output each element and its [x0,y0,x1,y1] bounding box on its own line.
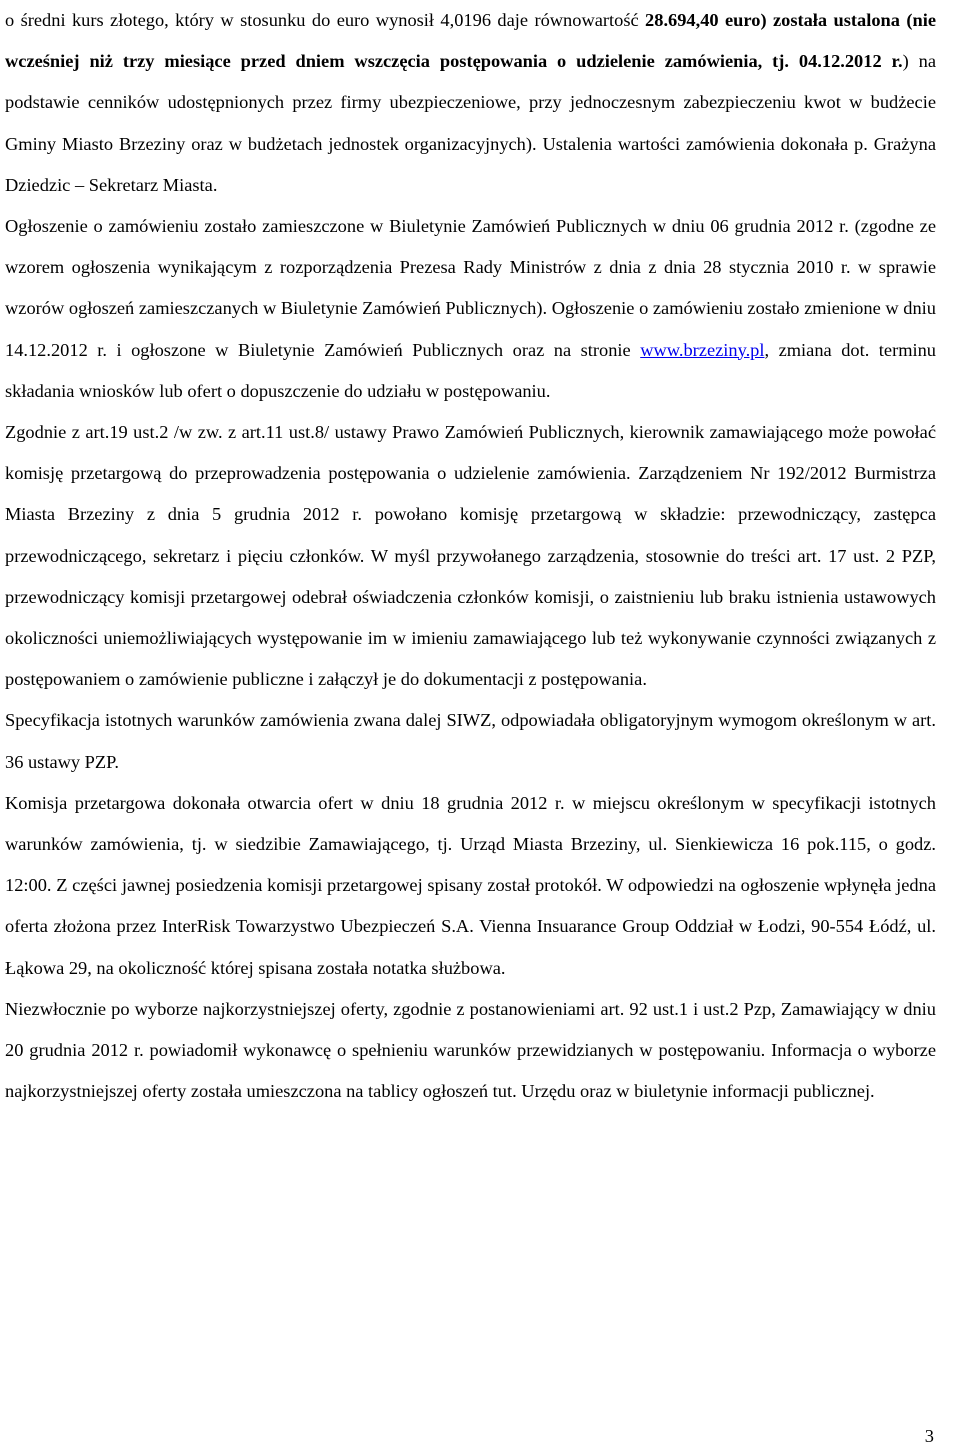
valuation-text-2: ) została ustalona (nie wcześniej niż trzy miesiące przed dniem wszczęcia postępowania o udzielenie zamówienia, tj. 04.12.2012 r. [5,10,936,72]
page-number: 3 [924,1426,934,1446]
valuation-amount-euro: 28.694,40 euro [645,10,761,30]
valuation-text-3: ) na podstawie cenników udostępnionych przez firmy ubezpieczeniowe, przy jednoczesnym zabezpieczeniu kwot w budżecie Gminy Miasto Brzeziny oraz w budżetach jednostek organizacyjnych). Ustalenia wartości zamówienia dokonała p. Grażyna Dziedzic – Sekretarz Miasta. [5,51,936,195]
document-page [5,0,936,1112]
paragraph-valuation [5,0,936,206]
announcement-text-1: Ogłoszenie o zamówieniu zostało zamieszczone w Biuletynie Zamówień Publicznych w dniu 06 grudnia 2012 r. (zgodne ze wzorem ogłoszenia wynikającym z rozporządzenia Prezesa Rady Ministrów z dnia z dnia 28 stycznia 2010 r. w sprawie wzorów ogłoszeń zamieszczanych w Biuletynie Zamówień Publicznych). Ogłoszenie o zamówieniu zostało zmienione w dniu 14.12.2012 r. i ogłoszone w Biuletynie Zamówień Publicznych oraz na stronie [5,216,936,360]
paragraph-announcement [5,206,936,412]
paragraph-commission: Zgodnie z art.19 ust.2 /w zw. z art.11 ust.8/ ustawy Prawo Zamówień Publicznych, kierownik zamawiającego może powołać komisję przetargową do przeprowadzenia postępowania o udzielenie zamówienia. Zarządzeniem Nr 192/2012 Burmistrza Miasta Brzeziny z dnia 5 grudnia 2012 r. powołano komisję przetargową w składzie: przewodniczący, zastępca przewodniczącego, sekretarz i pięciu członków. W myśl przywołanego zarządzenia, stosownie do treści art. 17 ust. 2 PZP, przewodniczący komisji przetargowej odebrał oświadczenia członków komisji, o zaistnieniu lub braku istnienia ustawowych okoliczności uniemożliwiających występowanie im w imieniu zamawiającego lub też wykonywanie czynności związanych z postępowaniem o zamówienie publiczne i załączył je do dokumentacji z postępowania. [5,422,936,690]
paragraph-siwz: Specyfikacja istotnych warunków zamówienia zwana dalej SIWZ, odpowiadała obligatoryjnym wymogom określonym w art. 36 ustawy PZP. [5,710,936,772]
announcement-text-2: , zmiana dot. terminu składania wniosków lub ofert o dopuszczenie do udziału w postępowaniu. [5,339,936,401]
valuation-text-1: o średni kurs złotego, który w stosunku do euro wynosił 4,0196 daje równowartość [5,10,646,30]
brzeziny-website-link[interactable]: www.brzeziny.pl [640,339,765,360]
paragraph-notification: Niezwłocznie po wyborze najkorzystniejszej oferty, zgodnie z postanowieniami art. 92 ust.1 i ust.2 Pzp, Zamawiający w dniu 20 grudnia 2012 r. powiadomił wykonawcę o spełnieniu warunków przewidzianych w postępowaniu. Informacja o wyborze najkorzystniejszej oferty została umieszczona na tablicy ogłoszeń tut. Urzędu oraz w biuletynie informacji publicznej. [5,998,936,1102]
paragraph-offer-opening: Komisja przetargowa dokonała otwarcia ofert w dniu 18 grudnia 2012 r. w miejscu określonym w specyfikacji istotnych warunków zamówienia, tj. w siedzibie Zamawiającego, tj. Urząd Miasta Brzeziny, ul. Sienkiewicza 16 pok.115, o godz. 12:00. Z części jawnej posiedzenia komisji przetargowej spisany został protokół. W odpowiedzi na ogłoszenie wpłynęła jedna oferta złożona przez InterRisk Towarzystwo Ubezpieczeń S.A. Vienna Insuarance Group Oddział w Łodzi, 90-554 Łódź, ul. Łąkowa 29, na okoliczność której spisana została notatka służbowa. [5,792,936,978]
